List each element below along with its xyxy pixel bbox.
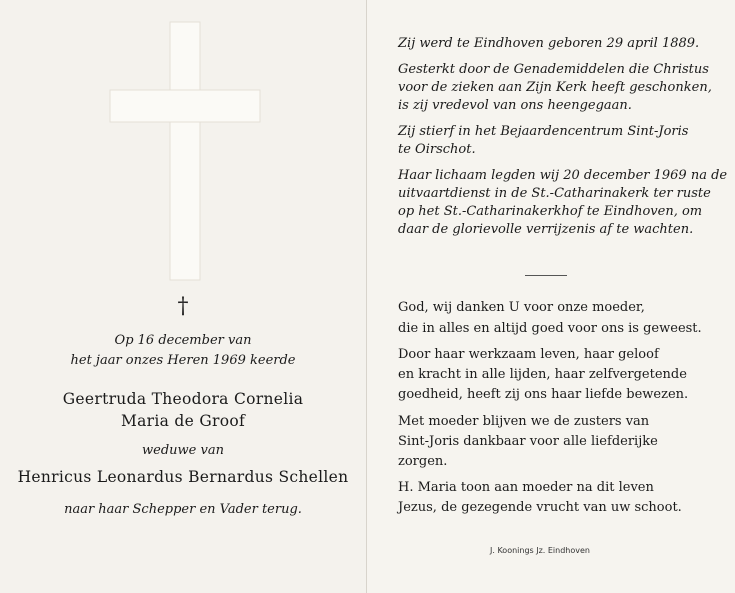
prayer-line-6: Met moeder blijven we de zusters van [398,414,650,429]
prayer-line-4: en kracht in alle lijden, haar zelfvergetende [398,367,687,382]
prayer-line-7: Sint-Joris dankbaar voor alle liefderijke [398,434,658,449]
deceased-name-line-2: Maria de Groof [120,412,246,430]
death-place-line-1: Zij stierf in het Bejaardencentrum Sint-Joris [398,124,689,139]
cross-icon: † [177,294,189,319]
printer-credit: J. Koonings Jz. Eindhoven [490,546,590,555]
birth-line: Zij werd te Eindhoven geboren 29 april 1889. [398,36,700,51]
sacrament-line-3: is zij vredevol van ons heengegaan. [398,98,632,113]
left-panel [0,0,367,593]
widow-of-label: weduwe van [142,443,224,458]
death-place-line-2: te Oirschot. [398,142,476,157]
sacrament-line-2: voor de zieken aan Zijn Kerk heeft geschonken, [398,80,712,95]
sacrament-line-1: Gesterkt door de Genademiddelen die Christus [398,62,709,77]
burial-line-1: Haar lichaam legden wij 20 december 1969 na de [398,168,728,183]
burial-line-4: daar de glorievolle verrijzenis af te wachten. [398,222,694,237]
burial-line-3: op het St.-Catharinakerkhof te Eindhoven, om [398,204,703,219]
burial-line-2: uitvaartdienst in de St.-Catharinakerk ter ruste [398,186,711,201]
prayer-line-5: goedheid, heeft zij ons haar liefde bewezen. [398,387,689,402]
embossed-cross-icon [0,0,366,300]
prayer-line-8: zorgen. [398,454,448,469]
prayer-line-2: die in alles en altijd goed voor ons is geweest. [398,321,702,336]
closing-line: naar haar Schepper en Vader terug. [64,502,302,517]
prayer-line-1: God, wij danken U voor onze moeder, [398,300,645,315]
prayer-line-9: H. Maria toon aan moeder na dit leven [398,480,654,495]
date-line-2: het jaar onzes Heren 1969 keerde [70,353,296,368]
date-line-1: Op 16 december van [114,333,252,348]
spouse-name: Henricus Leonardus Bernardus Schellen [17,468,349,486]
divider-line [525,275,567,276]
prayer-line-3: Door haar werkzaam leven, haar geloof [398,347,659,362]
prayer-line-10: Jezus, de gezegende vrucht van uw schoot. [398,500,682,515]
deceased-name-line-1: Geertruda Theodora Cornelia [62,390,304,408]
